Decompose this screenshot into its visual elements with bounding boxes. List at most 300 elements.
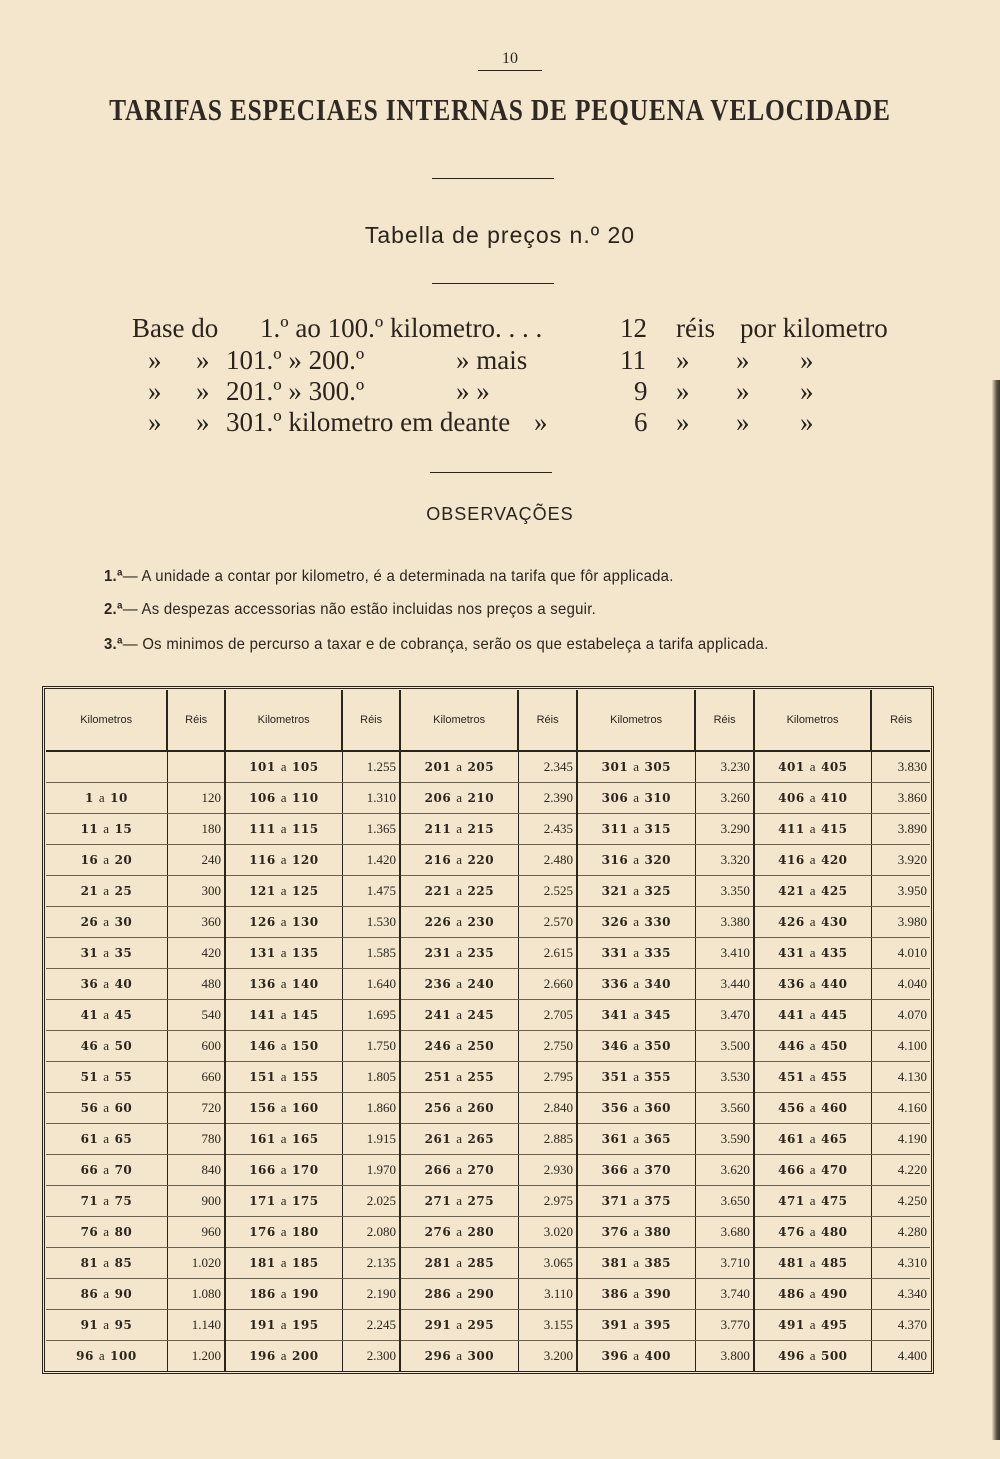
km-range-cell <box>754 1217 871 1248</box>
km-to: 75 <box>114 1194 133 1208</box>
km-to: 225 <box>467 884 495 898</box>
km-connector: a <box>633 914 640 929</box>
base-rate-c7: » <box>736 376 750 406</box>
km-from: 61 <box>80 1132 99 1146</box>
km-range-cell <box>225 1186 342 1217</box>
km-range-cell <box>577 1031 695 1062</box>
km-range-cell <box>225 814 342 845</box>
km-range-cell <box>46 1186 167 1217</box>
km-range-cell <box>577 938 695 969</box>
km-connector: a <box>809 1255 816 1270</box>
km-connector: a <box>103 1162 110 1177</box>
reis-price-cell: 840 <box>167 1155 225 1186</box>
base-rate-c1: Base do <box>132 313 219 343</box>
table-row <box>46 845 930 876</box>
km-from: 256 <box>424 1101 452 1115</box>
km-range-cell <box>225 1062 342 1093</box>
km-to: 245 <box>467 1008 495 1022</box>
reis-price-cell: 1.585 <box>342 938 400 969</box>
reis-price-cell: 3.860 <box>871 783 930 814</box>
km-range-cell <box>225 1031 342 1062</box>
column-header-kilometros: Kilometros <box>400 690 518 751</box>
base-rate-c8: » <box>800 407 814 437</box>
table-row <box>46 751 930 783</box>
reis-price-cell: 3.320 <box>695 845 754 876</box>
km-range-cell <box>400 1124 518 1155</box>
km-connector: a <box>633 821 640 836</box>
km-connector: a <box>103 976 110 991</box>
km-connector: a <box>456 790 463 805</box>
km-from: 231 <box>424 946 452 960</box>
km-range-cell <box>400 751 518 783</box>
km-from: 411 <box>778 822 805 836</box>
km-connector: a <box>456 1348 463 1363</box>
km-from: 36 <box>80 977 99 991</box>
km-connector: a <box>456 1193 463 1208</box>
km-connector: a <box>809 790 816 805</box>
km-to: 355 <box>644 1070 672 1084</box>
base-rate-c4: » » <box>456 376 490 406</box>
reis-price-cell: 4.070 <box>871 1000 930 1031</box>
km-connector: a <box>633 1255 640 1270</box>
reis-price-cell: 1.530 <box>342 907 400 938</box>
km-range-cell <box>400 1248 518 1279</box>
reis-price-cell: 180 <box>167 814 225 845</box>
km-to: 15 <box>114 822 133 836</box>
reis-price-cell: 1.020 <box>167 1248 225 1279</box>
km-to: 30 <box>114 915 133 929</box>
reis-price-cell: 420 <box>167 938 225 969</box>
km-range-cell <box>225 1279 342 1310</box>
base-rate-c5: 6 <box>634 407 648 437</box>
km-connector: a <box>456 945 463 960</box>
reis-price-cell: 4.280 <box>871 1217 930 1248</box>
km-connector: a <box>103 1069 110 1084</box>
km-from: 431 <box>778 946 805 960</box>
km-range-cell <box>577 1000 695 1031</box>
reis-price-cell: 3.380 <box>695 907 754 938</box>
base-rate-c3: 301.º kilometro em deante <box>226 407 511 437</box>
reis-price-cell: 1.970 <box>342 1155 400 1186</box>
km-from: 221 <box>424 884 452 898</box>
base-rate-c1: » <box>148 345 162 375</box>
km-from: 481 <box>778 1256 805 1270</box>
km-from: 241 <box>424 1008 452 1022</box>
km-from: 236 <box>424 977 452 991</box>
km-range-cell <box>754 1248 871 1279</box>
km-from: 126 <box>249 915 276 929</box>
km-connector: a <box>809 1224 816 1239</box>
km-range-cell <box>400 1000 518 1031</box>
km-to: 460 <box>820 1101 848 1115</box>
km-to: 140 <box>292 977 319 991</box>
km-range-cell <box>577 751 695 783</box>
km-to: 60 <box>114 1101 133 1115</box>
km-connector: a <box>456 1007 463 1022</box>
km-connector: a <box>280 1317 288 1332</box>
base-rate-c5: 11 <box>620 345 646 375</box>
km-from: 176 <box>249 1225 276 1239</box>
km-range-cell <box>754 907 871 938</box>
km-connector: a <box>809 821 816 836</box>
km-to: 415 <box>820 822 848 836</box>
km-to: 100 <box>110 1349 137 1363</box>
km-range-cell <box>754 1310 871 1341</box>
km-connector: a <box>103 1007 110 1022</box>
base-rate-c2: » <box>196 376 210 406</box>
km-range-cell <box>400 1186 518 1217</box>
km-range-cell <box>400 876 518 907</box>
km-connector: a <box>809 1317 816 1332</box>
base-rate-c8: » <box>800 376 814 406</box>
km-to: 425 <box>820 884 848 898</box>
km-to: 150 <box>292 1039 319 1053</box>
km-to: 370 <box>644 1163 672 1177</box>
km-range-cell <box>754 1000 871 1031</box>
km-to: 400 <box>644 1349 672 1363</box>
km-from: 336 <box>601 977 629 991</box>
column-header-kilometros: Kilometros <box>46 690 167 751</box>
km-connector: a <box>280 1162 288 1177</box>
km-from: 16 <box>80 853 99 867</box>
km-connector: a <box>633 1100 640 1115</box>
km-connector: a <box>809 945 816 960</box>
table-row <box>46 1248 930 1279</box>
km-from: 426 <box>778 915 805 929</box>
base-rate-c4: » mais <box>456 345 528 375</box>
km-to: 375 <box>644 1194 672 1208</box>
km-range-cell <box>577 1093 695 1124</box>
km-to: 280 <box>467 1225 495 1239</box>
reis-price-cell: 3.890 <box>871 814 930 845</box>
reis-price-cell: 3.800 <box>695 1341 754 1372</box>
km-range-cell <box>754 845 871 876</box>
reis-price-cell: 4.310 <box>871 1248 930 1279</box>
km-from: 386 <box>601 1287 629 1301</box>
base-rate-row <box>0 407 1000 439</box>
base-rate-c7: » <box>736 407 750 437</box>
reis-price-cell: 4.040 <box>871 969 930 1000</box>
km-to: 130 <box>292 915 319 929</box>
km-range-cell <box>225 751 342 783</box>
reis-price-cell: 2.080 <box>342 1217 400 1248</box>
reis-price-cell: 3.440 <box>695 969 754 1000</box>
base-rate-c1: » <box>148 407 162 437</box>
km-connector: a <box>456 759 463 774</box>
km-range-cell <box>400 907 518 938</box>
km-to: 45 <box>114 1008 133 1022</box>
km-range-cell <box>46 1124 167 1155</box>
reis-price-cell: 3.590 <box>695 1124 754 1155</box>
km-range-cell <box>225 1248 342 1279</box>
reis-price-cell: 1.140 <box>167 1310 225 1341</box>
km-from: 66 <box>80 1163 99 1177</box>
km-connector: a <box>633 1286 640 1301</box>
table-header-row <box>46 690 930 751</box>
km-connector: a <box>809 1007 816 1022</box>
km-to: 260 <box>467 1101 495 1115</box>
km-range-cell <box>754 1279 871 1310</box>
km-connector: a <box>103 1286 110 1301</box>
km-connector: a <box>456 1069 463 1084</box>
km-range-cell <box>46 1217 167 1248</box>
reis-price-cell: 3.920 <box>871 845 930 876</box>
reis-price-cell: 1.310 <box>342 783 400 814</box>
km-connector: a <box>103 1100 110 1115</box>
reis-price-cell: 2.840 <box>518 1093 577 1124</box>
km-from: 496 <box>778 1349 805 1363</box>
reis-price-cell: 3.950 <box>871 876 930 907</box>
km-to: 490 <box>820 1287 848 1301</box>
reis-price-cell: 1.365 <box>342 814 400 845</box>
km-to: 395 <box>644 1318 672 1332</box>
reis-price-cell: 3.290 <box>695 814 754 845</box>
tariff-table <box>46 690 930 1371</box>
reis-price-cell: 2.660 <box>518 969 577 1000</box>
km-range-cell <box>225 969 342 1000</box>
km-connector: a <box>103 945 110 960</box>
km-from: 46 <box>80 1039 99 1053</box>
km-from: 286 <box>424 1287 452 1301</box>
km-to: 435 <box>820 946 848 960</box>
reis-price-cell: 1.640 <box>342 969 400 1000</box>
reis-price-cell: 2.245 <box>342 1310 400 1341</box>
km-connector: a <box>280 852 288 867</box>
km-range-cell <box>46 1279 167 1310</box>
km-connector: a <box>633 883 640 898</box>
km-to: 235 <box>467 946 495 960</box>
km-from: 296 <box>424 1349 452 1363</box>
km-to: 205 <box>467 760 495 774</box>
column-header-reis: Réis <box>167 690 225 751</box>
reis-price-cell: 4.370 <box>871 1310 930 1341</box>
km-from: 186 <box>249 1287 276 1301</box>
km-from: 56 <box>80 1101 99 1115</box>
km-to: 105 <box>292 760 319 774</box>
km-from: 1 <box>85 791 94 805</box>
km-from: 201 <box>424 760 452 774</box>
km-range-cell <box>46 1031 167 1062</box>
km-connector: a <box>280 945 288 960</box>
column-header-reis: Réis <box>342 690 400 751</box>
observation-text: — As despezas accessorias não estão incluidas nos preços a seguir. <box>122 601 597 618</box>
km-range-cell <box>577 1341 695 1372</box>
km-connector: a <box>809 759 816 774</box>
km-to: 160 <box>292 1101 319 1115</box>
km-from: 26 <box>80 915 99 929</box>
km-from: 146 <box>249 1039 276 1053</box>
km-range-cell <box>225 1000 342 1031</box>
km-to: 495 <box>820 1318 848 1332</box>
km-from: 301 <box>601 760 629 774</box>
km-from: 471 <box>778 1194 805 1208</box>
km-connector: a <box>280 976 288 991</box>
column-header-kilometros: Kilometros <box>225 690 342 751</box>
km-connector: a <box>456 852 463 867</box>
km-from: 406 <box>778 791 805 805</box>
reis-price-cell: 4.010 <box>871 938 930 969</box>
observations-title: OBSERVAÇÕES <box>426 504 574 524</box>
observation-item <box>104 568 674 586</box>
km-range-cell <box>225 1341 342 1372</box>
reis-price-cell: 3.155 <box>518 1310 577 1341</box>
divider <box>430 472 552 473</box>
km-to: 265 <box>467 1132 495 1146</box>
km-range-cell <box>754 1031 871 1062</box>
km-from: 21 <box>80 884 99 898</box>
km-to: 215 <box>467 822 495 836</box>
reis-price-cell: 3.620 <box>695 1155 754 1186</box>
km-to: 480 <box>820 1225 848 1239</box>
base-rate-c2: » <box>196 345 210 375</box>
observation-text: — A unidade a contar por kilometro, é a determinada na tarifa que fôr applicada. <box>122 568 674 585</box>
km-connector: a <box>456 1286 463 1301</box>
km-from: 341 <box>601 1008 629 1022</box>
table-row <box>46 783 930 814</box>
km-range-cell <box>46 1248 167 1279</box>
km-from: 196 <box>249 1349 276 1363</box>
km-to: 120 <box>292 853 319 867</box>
km-from: 351 <box>601 1070 629 1084</box>
reis-price-cell: 2.570 <box>518 907 577 938</box>
km-from: 31 <box>80 946 99 960</box>
reis-price-cell: 2.750 <box>518 1031 577 1062</box>
km-range-cell <box>577 1217 695 1248</box>
km-to: 155 <box>292 1070 319 1084</box>
km-from: 456 <box>778 1101 805 1115</box>
observation-item <box>104 601 596 619</box>
base-rate-c3: 101.º » 200.º <box>226 345 365 375</box>
reis-price-cell: 3.680 <box>695 1217 754 1248</box>
km-from: 446 <box>778 1039 805 1053</box>
km-range-cell <box>46 1093 167 1124</box>
km-from: 281 <box>424 1256 452 1270</box>
reis-price-cell: 3.230 <box>695 751 754 783</box>
reis-price-cell: 3.770 <box>695 1310 754 1341</box>
km-range-cell <box>400 1062 518 1093</box>
km-connector: a <box>456 914 463 929</box>
km-range-cell <box>46 783 167 814</box>
km-range-cell <box>754 1062 871 1093</box>
km-connector: a <box>633 1224 640 1239</box>
km-from: 226 <box>424 915 452 929</box>
km-to: 190 <box>292 1287 319 1301</box>
km-range-cell <box>400 1279 518 1310</box>
km-range-cell <box>225 938 342 969</box>
km-from: 191 <box>249 1318 276 1332</box>
km-from: 316 <box>601 853 629 867</box>
km-connector: a <box>456 1038 463 1053</box>
km-to: 110 <box>292 791 319 805</box>
km-range-cell <box>754 1093 871 1124</box>
table-row <box>46 938 930 969</box>
km-from: 381 <box>601 1256 629 1270</box>
km-connector: a <box>103 821 110 836</box>
reis-price-cell: 3.260 <box>695 783 754 814</box>
base-rate-c6: réis <box>676 313 715 343</box>
km-from: 51 <box>80 1070 99 1084</box>
table-row <box>46 814 930 845</box>
km-to: 350 <box>644 1039 672 1053</box>
km-from: 216 <box>424 853 452 867</box>
km-range-cell <box>754 969 871 1000</box>
base-rate-c6: » <box>676 345 690 375</box>
reis-price-cell: 2.975 <box>518 1186 577 1217</box>
km-range-cell <box>46 876 167 907</box>
km-from: 306 <box>601 791 629 805</box>
km-from: 476 <box>778 1225 805 1239</box>
km-from: 401 <box>778 760 805 774</box>
km-connector: a <box>809 1162 816 1177</box>
reis-price-cell: 3.065 <box>518 1248 577 1279</box>
reis-price-cell: 3.410 <box>695 938 754 969</box>
km-to: 290 <box>467 1287 495 1301</box>
km-connector: a <box>280 1348 288 1363</box>
km-connector: a <box>633 1007 640 1022</box>
km-connector: a <box>280 1286 288 1301</box>
table-body <box>46 751 930 1371</box>
km-range-cell <box>46 969 167 1000</box>
reis-price-cell: 4.340 <box>871 1279 930 1310</box>
reis-price-cell: 4.190 <box>871 1124 930 1155</box>
km-from: 131 <box>249 946 276 960</box>
km-to: 180 <box>292 1225 319 1239</box>
km-from: 441 <box>778 1008 805 1022</box>
km-to: 210 <box>467 791 495 805</box>
km-connector: a <box>280 1255 288 1270</box>
km-to: 310 <box>644 791 672 805</box>
km-to: 345 <box>644 1008 672 1022</box>
km-range-cell <box>400 1031 518 1062</box>
base-rate-c5: 9 <box>634 376 648 406</box>
km-to: 135 <box>292 946 319 960</box>
km-connector: a <box>280 759 288 774</box>
base-rate-c1: » <box>148 376 162 406</box>
km-to: 465 <box>820 1132 848 1146</box>
column-header-kilometros: Kilometros <box>754 690 871 751</box>
km-to: 285 <box>467 1256 495 1270</box>
km-from: 486 <box>778 1287 805 1301</box>
km-from: 76 <box>80 1225 99 1239</box>
km-to: 320 <box>644 853 672 867</box>
km-from: 81 <box>80 1256 99 1270</box>
km-connector: a <box>633 1038 640 1053</box>
km-connector: a <box>280 1038 288 1053</box>
km-range-cell <box>577 907 695 938</box>
km-range-cell <box>46 1155 167 1186</box>
reis-price-cell: 2.525 <box>518 876 577 907</box>
km-connector: a <box>633 759 640 774</box>
reis-price-cell: 2.135 <box>342 1248 400 1279</box>
km-connector: a <box>280 1224 288 1239</box>
km-from: 151 <box>249 1070 276 1084</box>
km-range-cell <box>225 783 342 814</box>
table-row <box>46 1186 930 1217</box>
reis-price-cell: 540 <box>167 1000 225 1031</box>
km-range-cell <box>46 1341 167 1372</box>
km-connector: a <box>280 1193 288 1208</box>
km-connector: a <box>809 883 816 898</box>
km-range-cell <box>577 1279 695 1310</box>
km-connector: a <box>103 852 110 867</box>
km-to: 455 <box>820 1070 848 1084</box>
km-to: 390 <box>644 1287 672 1301</box>
km-to: 125 <box>292 884 319 898</box>
km-from: 101 <box>249 760 276 774</box>
km-range-cell <box>754 1341 871 1372</box>
km-to: 385 <box>644 1256 672 1270</box>
km-from: 166 <box>249 1163 276 1177</box>
